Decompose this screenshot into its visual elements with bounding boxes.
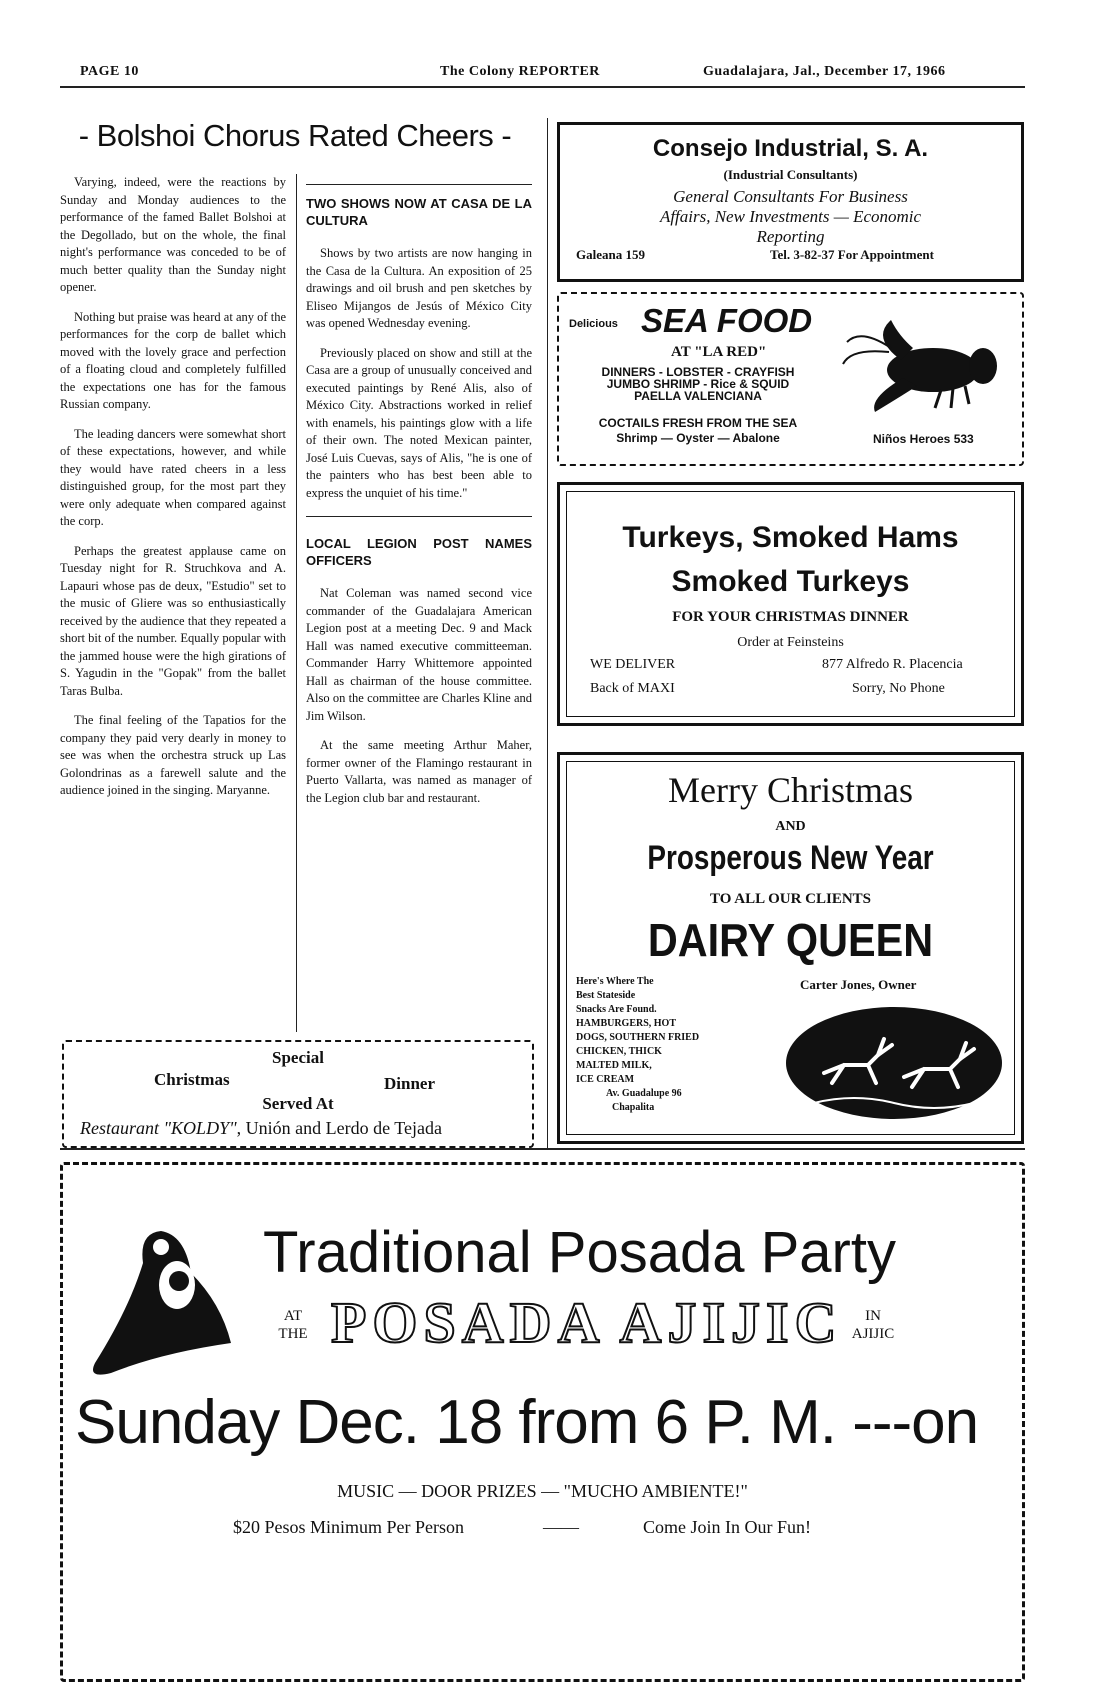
consejo-phone: Tel. 3-82-37 For Appointment [770, 247, 934, 262]
posada-at: AT [283, 1308, 303, 1324]
dateline: Guadalajara, Jal., December 17, 1966 [703, 64, 946, 79]
feinsteins-headline: Smoked Turkeys [671, 565, 910, 598]
lobster-icon [841, 308, 1017, 418]
consejo-address: Galeana 159 [576, 247, 645, 262]
feinsteins-phone: Sorry, No Phone [852, 681, 945, 696]
dairy-menu-line: Here's Where The [576, 976, 654, 987]
shows-paragraph: Shows by two artists are now hanging in the Casa de la Cultura. An exposition of 25 drawings and oil brush and pen sketches by Eliseo Mijangos de Jesús of México City was opened Wednesday evening. [306, 246, 532, 330]
dairy-menu-line: CHICKEN, THICK [576, 1046, 662, 1057]
consejo-ad [557, 122, 1024, 282]
dairy-address: Chapalita [612, 1102, 655, 1113]
seafood-menu-line: Shrimp — Oyster — Abalone [616, 431, 780, 445]
koldy-dinner: Dinner [384, 1074, 435, 1093]
dairy-menu-line: Best Stateside [576, 990, 636, 1001]
koldy-address: , Unión and Lerdo de Tejada [236, 1118, 442, 1138]
posada-ajijic-name: POSADA AJIJIC [331, 1290, 843, 1355]
middle-column [306, 184, 532, 819]
bolshoi-paragraph: Varying, indeed, were the reactions by Sunday and Monday audiences to the performance of the famed Ballet Bolshoi at the Degollado, but on the whole, the final night's performance was conceded to be of much better quality than the Sunday night opener. [60, 175, 286, 294]
prosperous-new-year: Prosperous New Year [647, 839, 934, 877]
seafood-menu-line: COCTAILS FRESH FROM THE SEA [598, 416, 798, 430]
posada-in-town [843, 1307, 903, 1343]
posada-town: AJIJIC [851, 1326, 895, 1342]
bolshoi-paragraph: Perhaps the greatest applause came on Tuesday night for R. Struchkova and A. Lapauri whose pas de deux, "Estudio" set to the music of Gliere was so enthusiastically received by the audience that they repeated a short bit of the number. Equally popular with the jammed house were the high girations of S. Yagudin in the "Gopak" from the ballet Taras Bulba. [60, 543, 286, 698]
posada-ad [60, 1162, 1025, 1682]
clients-text: TO ALL OUR CLIENTS [709, 891, 872, 907]
koldy-served: Served At [262, 1094, 334, 1113]
koldy-location [80, 1118, 442, 1139]
seafood-location: AT "LA RED" [671, 344, 767, 360]
dairy-queen-name: DAIRY QUEEN [647, 914, 934, 966]
dairy-menu-line: MALTED MILK, [576, 1060, 652, 1071]
and-text: AND [775, 819, 806, 834]
consejo-line: Affairs, New Investments — Economic [659, 207, 922, 226]
dairy-menu-line: HAMBURGERS, HOT [576, 1018, 677, 1029]
bolshoi-headline: - Bolshoi Chorus Rated Cheers - [78, 118, 512, 153]
posada-title: Traditional Posada Party [263, 1220, 896, 1285]
feinsteins-ad [557, 482, 1024, 726]
bolshoi-paragraph: Nothing but praise was heard at any of the performances for the corp de ballet which moved with the lovely grace and perfection of a floating cloud and completely fulfilled the expectations one has for the famous Russian company. [60, 309, 286, 411]
posada-in: IN [865, 1308, 881, 1324]
consejo-line: General Consultants For Business [673, 187, 908, 206]
posada-price: $20 Pesos Minimum Per Person [233, 1517, 465, 1537]
dairy-menu-line: ICE CREAM [576, 1074, 635, 1085]
shows-paragraph: Previously placed on show and still at the Casa are a group of unusually conceived and executed paintings by René Alis, also of México City. Abstractions worked in relief with enamels, his paintings glow with a life of their own. The noted Mexican painter, José Luis Cuevas, says of Alis, "he is one of the painters who has best been able to express the unquiet of his time." [306, 345, 532, 500]
seafood-coctails [563, 416, 833, 446]
section-rule [60, 1148, 1025, 1150]
koldy-ad [62, 1040, 534, 1148]
legion-paragraph: At the same meeting Arthur Maher, former owner of the Flamingo restaurant in Puerto Vallarta, was named as manager of the Legion club bar and restaurant. [306, 738, 532, 805]
posada-date: Sunday Dec. 18 from 6 P. M. ---on [75, 1388, 979, 1457]
posada-the: THE [278, 1326, 308, 1342]
seafood-menu-line: DINNERS - LOBSTER - CRAYFISH [601, 365, 795, 379]
reindeer-icon [784, 1003, 1004, 1123]
legion-headline: LOCAL LEGION POST NAMES OFFICERS [306, 536, 532, 568]
feinsteins-headline: Turkeys, Smoked Hams [622, 521, 959, 554]
seafood-menu-line: JUMBO SHRIMP - Rice & SQUID [606, 377, 790, 391]
consejo-name: Consejo Industrial, S. A. [652, 135, 929, 162]
feinsteins-order: Order at Feinsteins [737, 635, 844, 650]
feinsteins-address: 877 Alfredo R. Placencia [822, 657, 963, 672]
dairy-queen-ad [557, 752, 1024, 1144]
posada-join: Come Join In Our Fun! [643, 1517, 811, 1537]
dairy-menu-line: Snacks Are Found. [576, 1004, 657, 1015]
koldy-special: Special [272, 1048, 324, 1067]
page-number: PAGE 10 [80, 64, 139, 79]
shows-headline: TWO SHOWS NOW AT CASA DE LA CULTURA [306, 196, 532, 228]
consejo-subtitle: (Industrial Consultants) [723, 167, 858, 182]
ad-column-rule [547, 118, 548, 1148]
merry-christmas: Merry Christmas [668, 770, 913, 810]
koldy-restaurant: Restaurant "KOLDY" [80, 1118, 237, 1138]
dairy-menu-line: DOGS, SOUTHERN FRIED [576, 1032, 700, 1043]
dairy-owner: Carter Jones, Owner [800, 977, 917, 992]
bolshoi-paragraph: The final feeling of the Tapatios for the company they paid very dearly in money to see was when the orchestra struck up Las Golondrinas as a farewell salute and the audience joined in the singing. Maryanne. [60, 713, 286, 797]
seafood-ad [557, 292, 1024, 466]
posada-at-the [273, 1307, 313, 1343]
seafood-menu [563, 366, 833, 402]
posada-extras: MUSIC — DOOR PRIZES — "MUCHO AMBIENTE!" [337, 1481, 748, 1501]
posada-dash: —— [543, 1517, 579, 1537]
seafood-menu-line: PAELLA VALENCIANA [634, 389, 762, 403]
feinsteins-deliver: WE DELIVER [590, 657, 676, 672]
koldy-christmas: Christmas [154, 1070, 230, 1089]
seafood-title: SEA FOOD [641, 302, 813, 339]
feinsteins-subheadline: FOR YOUR CHRISTMAS DINNER [672, 609, 909, 625]
newspaper-name: The Colony REPORTER [440, 64, 600, 79]
dairy-menu [576, 975, 699, 1115]
column-rule [296, 174, 297, 1032]
seafood-delicious: Delicious [569, 318, 618, 330]
consejo-line: Reporting [756, 227, 825, 246]
column-top-rule [306, 184, 532, 185]
legion-paragraph: Nat Coleman was named second vice commander of the Guadalajara American Legion post at a meeting Dec. 9 and Mack Hall was named executive committeeman. Commander Harry Whittemore appointed Hall as chairman of the house committee. Also on the committee are Charles Kline and Jim Wilson. [306, 586, 532, 723]
madonna-child-icon [81, 1223, 241, 1383]
bolshoi-article [60, 174, 286, 812]
bolshoi-paragraph: The leading dancers were somewhat short of these expectations, however, and while they would have rated cheers in a less distinguished group, for the most part they were only adequate when compared against the corp. [60, 426, 286, 528]
feinsteins-location: Back of MAXI [590, 681, 675, 696]
masthead-rule [60, 86, 1025, 88]
article-divider [306, 516, 532, 517]
dairy-address: Av. Guadalupe 96 [606, 1088, 682, 1099]
seafood-address: Niños Heroes 533 [873, 432, 974, 446]
